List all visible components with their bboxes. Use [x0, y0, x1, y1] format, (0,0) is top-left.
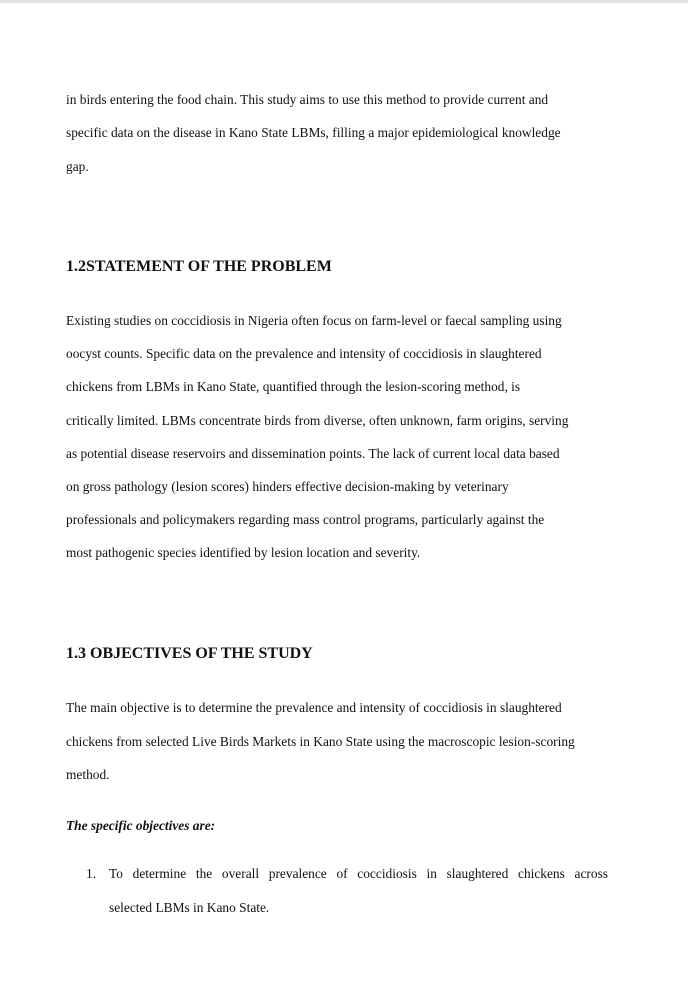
paragraph-line: gap.: [66, 159, 89, 174]
paragraph-line: chickens from selected Live Birds Markets in Kano State using the macroscopic lesion-scoring: [66, 734, 575, 749]
specific-objectives-heading: The specific objectives are:: [66, 818, 216, 833]
paragraph-line: professionals and policymakers regarding mass control programs, particularly against the: [66, 512, 545, 527]
paragraph-line: method.: [66, 767, 110, 782]
paragraph-line: as potential disease reservoirs and dissemination points. The lack of current local data based: [66, 446, 560, 461]
paragraph-line: in birds entering the food chain. This study aims to use this method to provide current and: [66, 92, 549, 107]
paragraph-line: most pathogenic species identified by lesion location and severity.: [66, 545, 421, 560]
list-item-number: 1.: [86, 866, 97, 881]
paragraph-line: oocyst counts. Specific data on the prevalence and intensity of coccidiosis in slaughtered: [66, 346, 542, 361]
list-item-line: To determine the overall prevalence of coccidiosis in slaughtered chickens across: [109, 866, 608, 881]
paragraph-line: chickens from LBMs in Kano State, quantified through the lesion-scoring method, is: [66, 379, 521, 394]
paragraph-line: Existing studies on coccidiosis in Nigeria often focus on farm-level or faecal sampling using: [66, 313, 562, 328]
paragraph-line: on gross pathology (lesion scores) hinders effective decision-making by veterinary: [66, 479, 509, 494]
section-heading-statement: 1.2STATEMENT OF THE PROBLEM: [66, 258, 332, 275]
page-top-edge: [0, 0, 688, 3]
paragraph-line: specific data on the disease in Kano State LBMs, filling a major epidemiological knowledge: [66, 125, 561, 140]
paragraph-line: The main objective is to determine the prevalence and intensity of coccidiosis in slaughtered: [66, 700, 562, 715]
list-item-line: selected LBMs in Kano State.: [109, 900, 270, 915]
section-heading-objectives: 1.3 OBJECTIVES OF THE STUDY: [66, 645, 313, 662]
paragraph-line: critically limited. LBMs concentrate birds from diverse, often unknown, farm origins, serving: [66, 413, 569, 428]
